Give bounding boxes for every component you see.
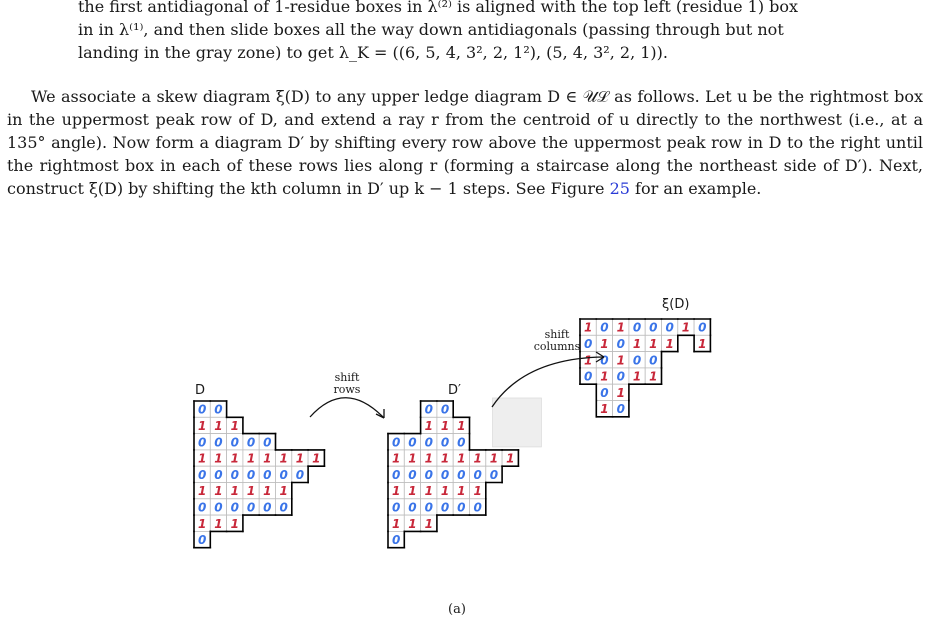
diagram-D-prime-residue-1: 1 [391,484,401,499]
diagram-D-residue-0: 0 [197,435,207,450]
diagram-D-prime-residue-0: 0 [489,467,499,482]
diagram-D-residue-0: 0 [197,500,207,515]
diagram-xi-residue-0: 0 [698,320,707,335]
para1-line-2: in in λ⁽¹⁾, and then slide boxes all the way down antidiagonals (passing through but not [78,20,784,39]
diagram-D-residue-1: 1 [279,484,288,499]
diagram-D-prime-residue-1: 1 [440,484,450,499]
diagram-xi-residue-0: 0 [616,336,625,351]
diagram-D-prime-residue-1: 1 [473,451,482,466]
diagram-D-residue-1: 1 [197,451,207,466]
gray-zone [493,398,542,447]
shift-rows-label-line1: shift [334,371,360,384]
diagram-D-residue-0: 0 [263,500,272,515]
diagram-D-residue-0: 0 [295,467,305,482]
diagram-D-prime-residue-1: 1 [391,516,401,531]
diagram-xi-residue-0: 0 [600,385,609,400]
diagram-D-prime-residue-0: 0 [473,467,482,482]
diagram-D-residue-0: 0 [214,500,223,515]
diagram-xi-residue-1: 1 [681,320,691,335]
diagram-xi-residue-0: 0 [649,320,658,335]
diagram-D-prime-residue-0: 0 [391,467,401,482]
diagram-D-residue-1: 1 [246,451,256,466]
diagram-D-prime-residue-1: 1 [408,516,417,531]
diagram-D-prime-residue-1: 1 [457,484,466,499]
shift-rows-arrow [310,398,384,418]
diagram-D-prime-residue-1: 1 [424,516,433,531]
figure-reference-link[interactable]: 25 [609,179,630,198]
diagram-D-residue-1: 1 [214,418,223,433]
para1-line-1: the first antidiagonal of 1-residue boxes in λ⁽²⁾ is aligned with the top left (residue 1) box [78,0,799,16]
diagram-D-prime-residue-0: 0 [424,500,433,515]
diagram-D-residue-0: 0 [230,467,239,482]
diagram-D-prime-residue-0: 0 [457,435,466,450]
para2-tail: for an example. [635,179,762,198]
diagram-D-residue-0: 0 [214,402,223,417]
shift-rows-label-line2: rows [333,383,361,396]
para2-body: We associate a skew diagram ξ(D) to any upper ledge diagram D ∈ 𝒰ℒ as follows. Let u be the rightmost box in the uppermost peak row of D, and extend a ray r from the centroid of u directly to the northwest (i.e., at a 135° angle). Now form a diagram D′ by shifting every row above the uppermost peak row in D to the right until the rightmost box in each of these rows lies along r (forming a staircase along the northeast side of D′). Next, construct ξ(D) by shifting the kth column in D′ up k − 1 steps. See Figure [7,87,923,198]
diagram-xi-residue-0: 0 [632,353,642,368]
diagram-D-residue-1: 1 [230,484,239,499]
diagram-D-residue-1: 1 [214,484,223,499]
diagram-D-residue-0: 0 [279,500,288,515]
label-D-prime: D′ [448,383,461,398]
diagram-xi-residue-0: 0 [600,353,609,368]
diagram-D-prime-residue-0: 0 [457,467,466,482]
diagram-D-residue-1: 1 [279,451,288,466]
diagram-D-residue-0: 0 [230,500,239,515]
diagram-xi-residue-0: 0 [665,320,674,335]
diagram-D-residue-0: 0 [263,435,272,450]
diagram-D-prime-residue-1: 1 [473,484,482,499]
diagram-D-prime-residue-0: 0 [391,533,401,548]
diagram-D-prime-residue-0: 0 [408,500,417,515]
diagram-D-prime-residue-0: 0 [473,500,482,515]
diagram-xi-residue-1: 1 [649,336,658,351]
diagram-xi-residue-0: 0 [583,336,593,351]
diagram-D-prime-residue-0: 0 [424,402,433,417]
diagram-D-prime-residue-0: 0 [440,467,450,482]
diagram-D-residue-1: 1 [246,484,256,499]
figure-caption: (a) [448,602,466,617]
diagram-D-prime-residue-0: 0 [440,435,450,450]
diagram-D-prime-residue-1: 1 [424,418,433,433]
diagram-D-prime-residue-1: 1 [440,418,450,433]
diagram-D-prime-residue-1: 1 [457,418,466,433]
diagram-D-residue-0: 0 [197,533,207,548]
diagram-D-residue-1: 1 [197,418,207,433]
diagram-xi-residue-1: 1 [649,369,658,384]
diagram-xi-residue-0: 0 [616,402,625,417]
diagram-D-residue-0: 0 [246,500,256,515]
diagram-xi-residue-1: 1 [632,336,642,351]
diagram-xi-residue-0: 0 [632,320,642,335]
diagram-xi-residue-0: 0 [583,369,593,384]
diagram-D-residue-1: 1 [312,451,321,466]
diagram-D-residue-0: 0 [197,467,207,482]
diagram-xi-residue-1: 1 [583,320,593,335]
diagram-D-prime-residue-0: 0 [408,435,417,450]
diagram-D-prime-residue-1: 1 [408,484,417,499]
shift-rows-label [325,372,369,396]
diagram-xi-residue-1: 1 [600,336,609,351]
diagram-D-prime-residue-1: 1 [391,451,401,466]
diagram-D-residue-1: 1 [214,451,223,466]
diagram-xi-residue-0: 0 [616,369,625,384]
diagram-D-prime-residue-1: 1 [457,451,466,466]
diagram-xi-residue-1: 1 [616,353,625,368]
diagram-D-residue-0: 0 [279,467,288,482]
diagram-D-prime-residue-0: 0 [424,467,433,482]
para1-line-3: landing in the gray zone) to get λ_K = ((6, 5, 4, 3², 2, 1²), (5, 4, 3², 2, 1)). [78,43,668,62]
diagram-D [194,401,324,548]
diagram-D-prime-residue-1: 1 [424,484,433,499]
diagram-D-prime-residue-1: 1 [506,451,515,466]
diagram-D-residue-1: 1 [295,451,305,466]
diagram-D-residue-0: 0 [214,467,223,482]
diagram-xi-residue-1: 1 [600,402,609,417]
diagram-D-residue-0: 0 [246,435,256,450]
diagram-xi-residue-1: 1 [665,336,674,351]
diagram-xi-residue-1: 1 [616,320,625,335]
diagram-xi-residue-1: 1 [698,336,707,351]
diagram-xi-residue-0: 0 [649,353,658,368]
diagram-D-residue-0: 0 [246,467,256,482]
diagram-D-residue-0: 0 [197,402,207,417]
label-D: D [195,383,206,398]
shift-columns-label [525,329,589,353]
diagram-D-residue-1: 1 [230,451,239,466]
diagram-D-residue-1: 1 [230,516,239,531]
diagram-D-prime-residue-1: 1 [424,451,433,466]
diagram-xi-residue-1: 1 [632,369,642,384]
shift-columns-label-line2: columns [533,340,581,353]
diagram-D-prime-residue-0: 0 [457,500,466,515]
diagram-D-residue-1: 1 [197,484,207,499]
diagram-D-prime-residue-1: 1 [408,451,417,466]
shift-columns-label-line1: shift [544,328,570,341]
label-xi-D: ξ(D) [662,297,690,312]
diagram-xi-residue-1: 1 [583,353,593,368]
diagram-D-residue-1: 1 [230,418,239,433]
diagram-D-residue-1: 1 [263,484,272,499]
diagram-D-prime [388,398,541,548]
diagram-D-prime-residue-0: 0 [440,500,450,515]
diagram-D-residue-1: 1 [263,451,272,466]
diagram-D-prime-residue-0: 0 [440,402,450,417]
diagram-D-residue-1: 1 [197,516,207,531]
diagram-xi-residue-1: 1 [600,369,609,384]
diagram-D-residue-0: 0 [214,435,223,450]
diagram-xi-residue-1: 1 [616,385,625,400]
diagram-xi-D [580,319,710,417]
diagram-D-prime-residue-0: 0 [391,500,401,515]
diagram-D-prime-residue-0: 0 [424,435,433,450]
diagram-D-residue-0: 0 [263,467,272,482]
diagram-D-prime-residue-1: 1 [489,451,499,466]
diagram-D-prime-residue-1: 1 [440,451,450,466]
diagram-xi-residue-0: 0 [600,320,609,335]
diagram-D-prime-residue-0: 0 [391,435,401,450]
diagram-D-residue-1: 1 [214,516,223,531]
diagram-D-residue-0: 0 [230,435,239,450]
diagram-D-prime-residue-0: 0 [408,467,417,482]
